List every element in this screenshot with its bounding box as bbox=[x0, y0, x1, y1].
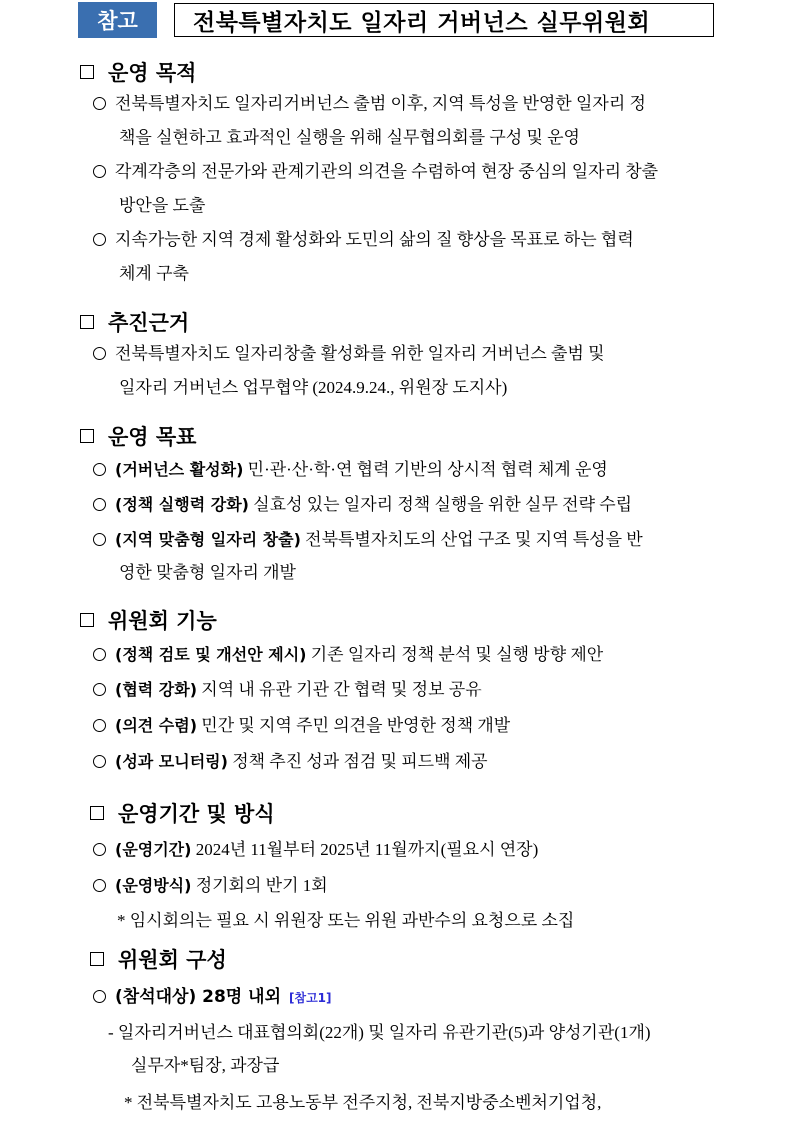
section-heading: 운영 목표 bbox=[108, 425, 197, 449]
purpose-item-2: 각계각층의 전문가와 관계기관의 의견을 수렴하여 현장 중심의 일자리 창출 bbox=[93, 155, 658, 189]
circle-bullet-icon bbox=[93, 843, 106, 856]
reference-badge: 참고 bbox=[78, 2, 157, 38]
goals-item-3-cont: 영한 맞춤형 일자리 개발 bbox=[119, 563, 296, 582]
circle-bullet-icon bbox=[93, 533, 106, 546]
composition-star-line: * 전북특별자치도 고용노동부 전주지청, 전북지방중소벤처기업청, bbox=[124, 1093, 602, 1112]
section-heading: 운영 목적 bbox=[108, 61, 197, 85]
goals-item-3: (지역 맞춤형 일자리 창출) 전북특별자치도의 산업 구조 및 지역 특성을 반 bbox=[93, 523, 643, 557]
section-title-composition bbox=[90, 944, 227, 974]
circle-bullet-icon bbox=[93, 648, 106, 661]
functions-item-1: (정책 검토 및 개선안 제시) 기존 일자리 정책 분석 및 실행 방향 제안 bbox=[93, 638, 603, 672]
operation-item-1: (운영기간) 2024년 11월부터 2025년 11월까지(필요시 연장) bbox=[93, 833, 538, 867]
purpose-item-2-cont: 방안을 도출 bbox=[119, 196, 206, 215]
reference-link: [참고1] bbox=[289, 991, 332, 1005]
functions-item-3: (의견 수렴) 민간 및 지역 주민 의견을 반영한 정책 개발 bbox=[93, 709, 510, 743]
functions-item-4: (성과 모니터링) 정책 추진 성과 점검 및 피드백 제공 bbox=[93, 745, 488, 779]
circle-bullet-icon bbox=[93, 990, 106, 1003]
operation-note: * 임시회의는 필요 시 위원장 또는 위원 과반수의 요청으로 소집 bbox=[117, 911, 575, 930]
goals-item-2: (정책 실행력 강화) 실효성 있는 일자리 정책 실행을 위한 실무 전략 수립 bbox=[93, 488, 632, 522]
section-heading: 위원회 구성 bbox=[118, 948, 227, 972]
page-title: 전북특별자치도 일자리 거버넌스 실무위원회 bbox=[174, 3, 714, 37]
section-title-operation bbox=[90, 798, 275, 828]
square-bullet-icon bbox=[90, 806, 104, 820]
circle-bullet-icon bbox=[93, 683, 106, 696]
circle-bullet-icon bbox=[93, 165, 106, 178]
circle-bullet-icon bbox=[93, 97, 106, 110]
circle-bullet-icon bbox=[93, 463, 106, 476]
section-heading: 위원회 기능 bbox=[108, 609, 217, 633]
composition-dash-line: - 일자리거버넌스 대표협의회(22개) 및 일자리 유관기관(5)과 양성기관(1개) bbox=[108, 1023, 651, 1042]
composition-attendees: (참석대상) 28명 내외 [참고1] bbox=[93, 980, 332, 1015]
basis-item-1-cont: 일자리 거버넌스 업무협약 (2024.9.24., 위원장 도지사) bbox=[119, 378, 508, 397]
goals-item-1: (거버넌스 활성화) 민·관·산·학·연 협력 기반의 상시적 협력 체계 운영 bbox=[93, 453, 608, 487]
circle-bullet-icon bbox=[93, 755, 106, 768]
circle-bullet-icon bbox=[93, 719, 106, 732]
circle-bullet-icon bbox=[93, 347, 106, 360]
square-bullet-icon bbox=[80, 429, 94, 443]
purpose-item-1: 전북특별자치도 일자리거버넌스 출범 이후, 지역 특성을 반영한 일자리 정 bbox=[93, 87, 646, 121]
circle-bullet-icon bbox=[93, 233, 106, 246]
basis-item-1: 전북특별자치도 일자리창출 활성화를 위한 일자리 거버넌스 출범 및 bbox=[93, 337, 605, 371]
circle-bullet-icon bbox=[93, 498, 106, 511]
purpose-item-1-cont: 책을 실현하고 효과적인 실행을 위해 실무협의회를 구성 및 운영 bbox=[119, 128, 580, 147]
page-header bbox=[78, 2, 714, 38]
section-title-goals bbox=[80, 421, 196, 451]
section-heading: 추진근거 bbox=[108, 311, 190, 335]
section-title-basis bbox=[80, 307, 189, 337]
section-heading: 운영기간 및 방식 bbox=[118, 802, 275, 826]
square-bullet-icon bbox=[80, 65, 94, 79]
square-bullet-icon bbox=[80, 315, 94, 329]
composition-dash-line-cont: 실무자*팀장, 과장급 bbox=[131, 1056, 280, 1075]
section-title-purpose bbox=[80, 57, 196, 87]
square-bullet-icon bbox=[80, 613, 94, 627]
circle-bullet-icon bbox=[93, 879, 106, 892]
square-bullet-icon bbox=[90, 952, 104, 966]
purpose-item-3-cont: 체계 구축 bbox=[119, 264, 189, 283]
operation-item-2: (운영방식) 정기회의 반기 1회 bbox=[93, 869, 328, 903]
purpose-item-3: 지속가능한 지역 경제 활성화와 도민의 삶의 질 향상을 목표로 하는 협력 bbox=[93, 223, 634, 257]
section-title-functions bbox=[80, 605, 217, 635]
functions-item-2: (협력 강화) 지역 내 유관 기관 간 협력 및 정보 공유 bbox=[93, 673, 482, 707]
